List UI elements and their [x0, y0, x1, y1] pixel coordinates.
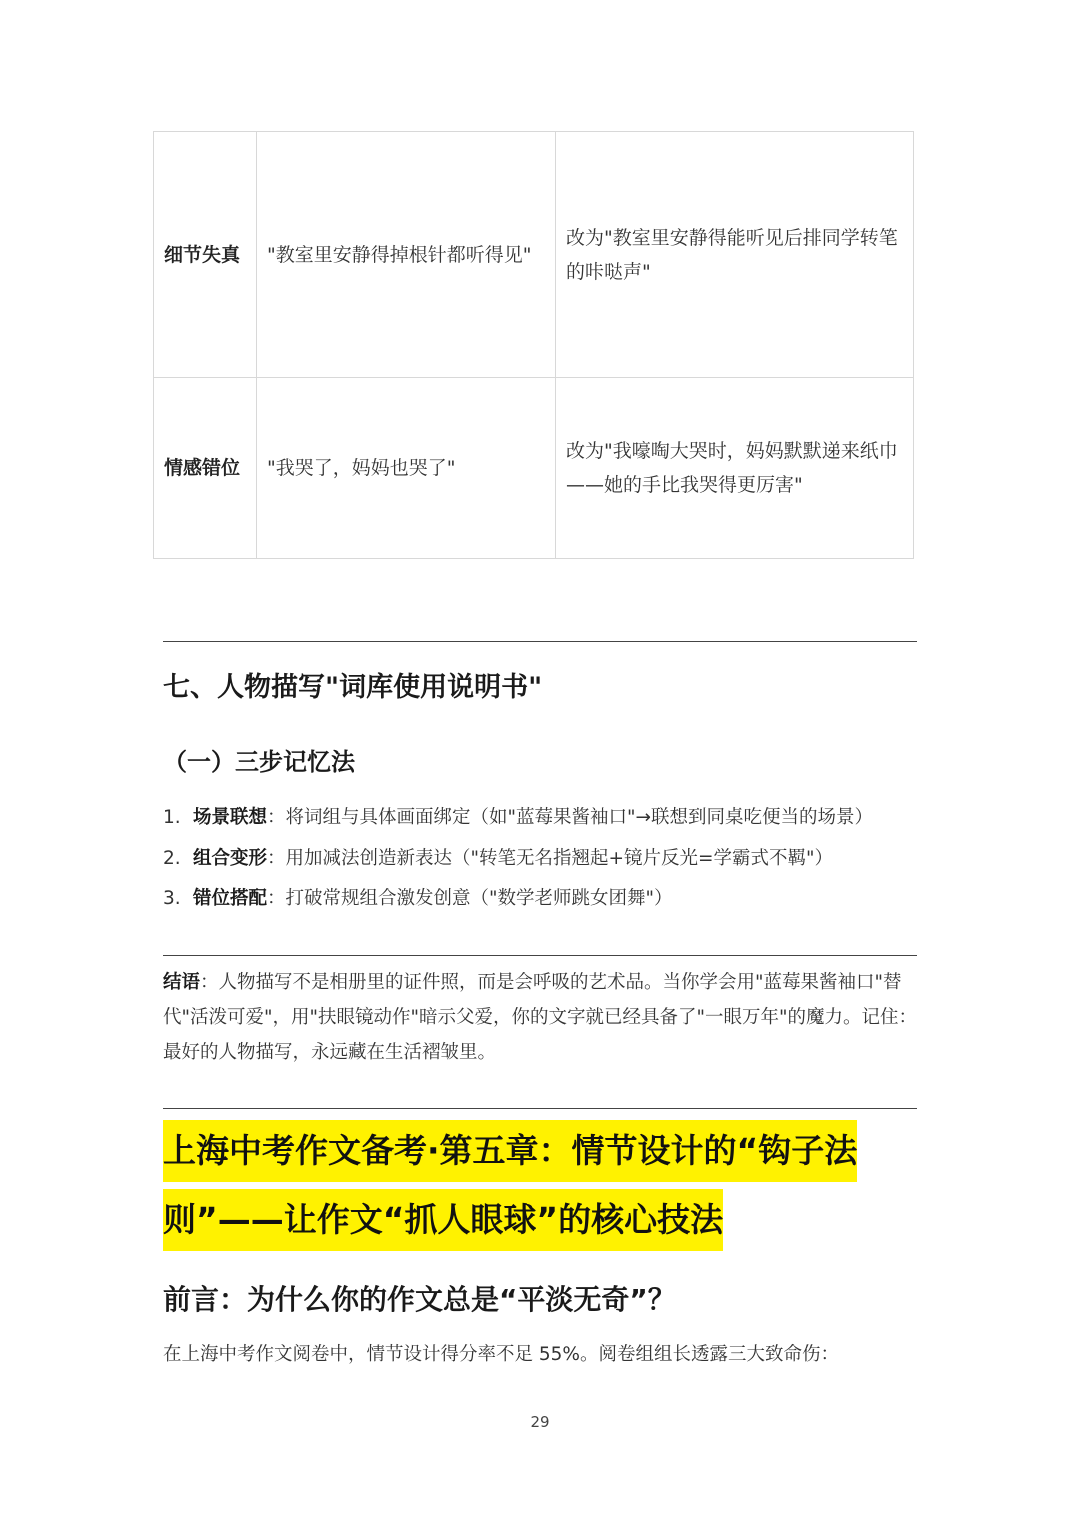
preface-paragraph: 在上海中考作文阅卷中，情节设计得分率不足 55%。阅卷组组长透露三大致命伤：: [163, 1344, 840, 1365]
table-row: [154, 132, 914, 378]
list-term: 场景联想: [193, 807, 268, 828]
list-number: 3.: [163, 888, 181, 909]
memory-steps-list: [163, 800, 873, 922]
list-item: [163, 841, 873, 882]
table-cell-type: 情感错位: [154, 378, 257, 559]
table-cell-type: 细节失真: [154, 132, 257, 378]
list-text: ：将词组与具体画面绑定（如"蓝莓果酱袖口"→联想到同桌吃便当的场景）: [267, 807, 874, 828]
conclusion-paragraph: [163, 965, 923, 1070]
list-term: 错位搭配: [193, 888, 268, 909]
chapter-title-line-2: 则”——让作文“抓人眼球”的核心技法: [163, 1189, 723, 1251]
table-cell-fix: 改为"教室里安静得能听见后排同学转笔的咔哒声": [556, 132, 914, 378]
list-term: 组合变形: [193, 847, 268, 869]
table-row: [154, 378, 914, 559]
chapter-title-line-1: 上海中考作文备考·第五章：情节设计的“钩子法: [163, 1120, 857, 1182]
section-title: 七、人物描写"词库使用说明书": [163, 672, 543, 703]
divider: [163, 955, 917, 956]
divider: [163, 641, 917, 642]
page-number: 29: [530, 1413, 550, 1431]
list-number: 2.: [163, 847, 181, 869]
list-item: [163, 881, 873, 922]
list-text: ：打破常规组合激发创意（"数学老师跳女团舞"）: [267, 888, 673, 909]
divider: [163, 1108, 917, 1109]
preface-title: 前言：为什么你的作文总是“平淡无奇”？: [163, 1283, 676, 1316]
table-cell-example: "我哭了，妈妈也哭了": [257, 378, 556, 559]
subsection-title: （一）三步记忆法: [163, 748, 355, 776]
list-item: [163, 800, 873, 841]
conclusion-label: 结语: [163, 972, 201, 993]
list-number: 1.: [163, 807, 181, 828]
comparison-table: [153, 131, 914, 559]
table-cell-example: "教室里安静得掉根针都听得见": [257, 132, 556, 378]
list-text: ：用加减法创造新表达（"转笔无名指翘起+镜片反光=学霸式不羁"）: [267, 847, 834, 869]
conclusion-text: ：人物描写不是相册里的证件照，而是会呼吸的艺术品。当你学会用"蓝莓果酱袖口"替代"活泼可爱"，用"扶眼镜动作"暗示父爱，你的文字就已经具备了"一眼万年"的魔力。记住：最好的人物描写，永远藏在生活褶皱里。: [163, 972, 918, 1063]
table-cell-fix: 改为"我嚎啕大哭时，妈妈默默递来纸巾——她的手比我哭得更厉害": [556, 378, 914, 559]
